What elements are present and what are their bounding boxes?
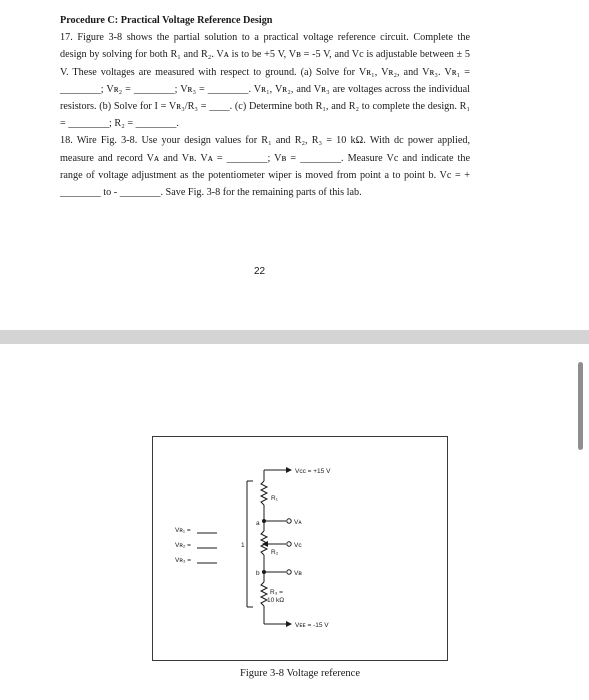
vee-label: Vᴇᴇ = -15 V: [295, 622, 329, 629]
r3-name-label: R₃ =: [270, 589, 283, 596]
vcc-label: Vᴄᴄ = +15 V: [295, 468, 331, 475]
node-b-dot: [262, 570, 266, 574]
vr1-label: Vʀ₁ =: [175, 527, 191, 534]
vc-terminal: [287, 542, 291, 546]
node-a-label: a: [256, 520, 260, 527]
document-page-upper: [0, 0, 589, 330]
r3-value-label: 10 kΩ: [267, 597, 285, 604]
vc-label: Vc: [294, 542, 302, 549]
r2-label: R₂: [271, 549, 279, 556]
scrollbar-thumb[interactable]: [578, 362, 583, 450]
node-b-label: b: [256, 570, 260, 577]
page-separator: [0, 330, 589, 344]
va-terminal: [287, 519, 291, 523]
figure-caption: Figure 3-8 Voltage reference: [239, 668, 361, 679]
node-a-dot: [262, 519, 266, 523]
vr3-label: Vʀ₃ =: [175, 557, 192, 564]
vcc-arrow-icon: [286, 467, 292, 473]
voltage-reference-circuit: [153, 437, 447, 660]
resistor-r1: [261, 481, 267, 505]
step-18-paragraph: 18. Wire Fig. 3-8. Use your design values for R₁ and R₂, R₃ = 10 kΩ. With dc power applied, measure and record Vᴀ and Vʙ. Vᴀ = ________; Vʙ = ________. Measure Vc and indicate the range of voltage adjustment as the potentiometer wiper is moved from point a to point b. Vc = + ________ to - ________. Save Fig. 3-8 for the remaining parts of this lab.: [60, 135, 470, 199]
wiper-mark: 1: [241, 542, 245, 549]
vb-label: Vʙ: [294, 570, 302, 577]
r1-label: R₁: [271, 495, 278, 502]
page-number: 22: [254, 266, 266, 277]
figure-frame: [152, 436, 448, 661]
step-17-paragraph: 17. Figure 3-8 shows the partial solution to a practical voltage reference circuit. Complete the design by solving for both R₁ and R₂. Vᴀ is to be +5 V, Vʙ = -5 V, and Vc is adjustable between ± 5 V. These voltages are measured with respect to ground. (a) Solve for Vʀ₁, Vʀ₂, and Vʀ₃. Vʀ₁ = ________; Vʀ₂ = ________; Vʀ₃ = ________. Vʀ₁, Vʀ₂, and Vʀ₃ are voltages across the individual resistors. (b) Solve for I = Vʀ₃/R₃ = ____. (c) Determine both R₁, and R₂ to complete the design. R₁ = ________; R₂ = ________.: [60, 32, 470, 130]
va-label: Vᴀ: [294, 519, 302, 526]
procedure-heading: Procedure C: Practical Voltage Reference Design: [60, 15, 273, 26]
vee-arrow-icon: [286, 621, 292, 627]
procedure-text: [60, 12, 470, 201]
vb-terminal: [287, 570, 291, 574]
vr2-label: Vʀ₂ =: [175, 542, 191, 549]
